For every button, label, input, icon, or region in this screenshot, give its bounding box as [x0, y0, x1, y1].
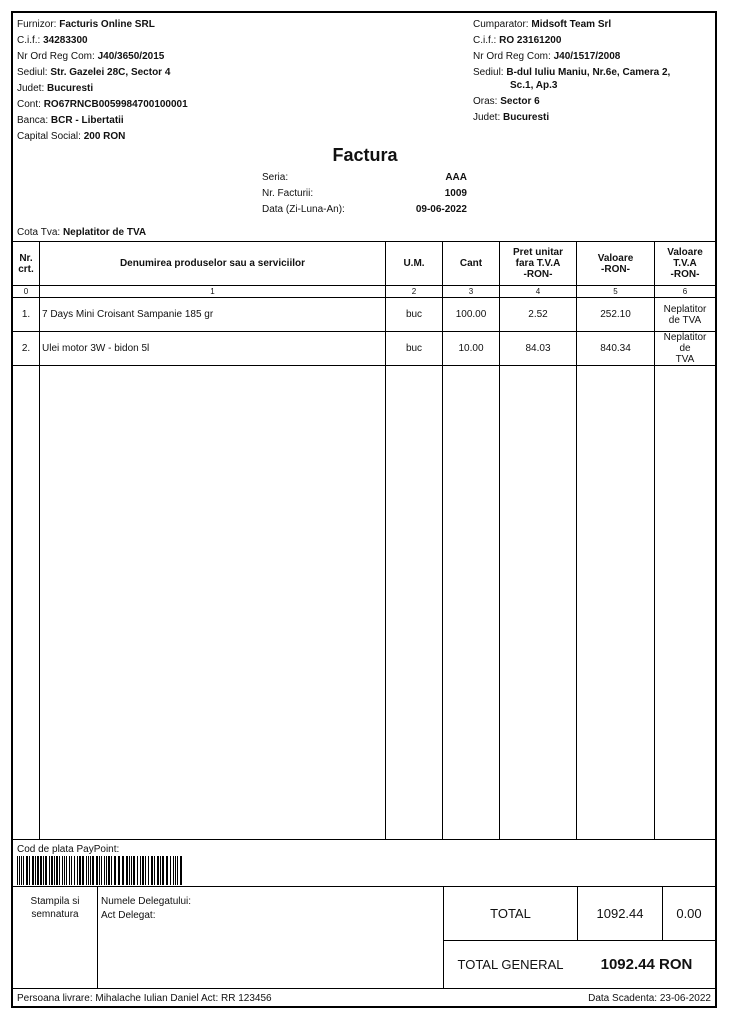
- barcode-bar: [137, 856, 138, 885]
- row2-bottom-line: [13, 365, 715, 366]
- row1-qty: 100.00: [455, 309, 487, 320]
- supplier-capital-label: Capital Social:: [17, 131, 81, 142]
- row2-vat-line1: Neplatitor de: [663, 332, 707, 354]
- row1-vat: [655, 298, 715, 331]
- total-label: TOTAL: [490, 906, 531, 921]
- barcode-bar: [170, 856, 171, 885]
- header-nr: [13, 242, 39, 285]
- supplier-bank-label: Banca:: [17, 115, 49, 126]
- row2-vat-line2: TVA: [675, 354, 695, 365]
- barcode-bar: [21, 856, 22, 885]
- vat-rate: [17, 226, 146, 239]
- row1-um: buc: [405, 309, 423, 320]
- row2-nr: 2.: [21, 343, 31, 354]
- barcode-bar: [154, 856, 155, 885]
- row2-um: buc: [405, 343, 423, 354]
- barcode-bar: [49, 856, 50, 885]
- barcode-bar: [173, 856, 174, 885]
- supplier-account-label: Cont:: [17, 99, 41, 110]
- invoice-date-label: Data (Zi-Luna-An):: [262, 204, 345, 215]
- row2-value: 840.34: [600, 343, 631, 354]
- barcode: [17, 856, 183, 885]
- buyer-reg-label: Nr Ord Reg Com:: [473, 51, 551, 62]
- col-index-1: 1: [210, 287, 215, 296]
- supplier-cif: 34283300: [43, 35, 88, 46]
- barcode-bar: [126, 856, 128, 885]
- col-index-2: 2: [411, 287, 417, 296]
- header-value-line2: -RON-: [601, 263, 630, 275]
- stamp-line1: Stampila si: [30, 896, 80, 907]
- vat-rate-value: Neplatitor de TVA: [62, 227, 147, 238]
- header-um: U.M.: [403, 258, 425, 269]
- buyer-block: [473, 18, 713, 124]
- stamp-line2: semnatura: [31, 909, 79, 920]
- buyer-city: Sector 6: [500, 96, 540, 107]
- row1-vat-line2: de TVA: [668, 314, 702, 326]
- barcode-bar: [71, 856, 72, 885]
- supplier-name-label: Furnizor:: [17, 19, 57, 30]
- header-vat-line2: T.V.A: [673, 258, 697, 269]
- barcode-bar: [180, 856, 182, 885]
- total-vat: 0.00: [676, 906, 702, 921]
- barcode-bar: [45, 856, 47, 885]
- barcode-bar: [19, 856, 20, 885]
- header-price-line1: Pret unitar: [512, 247, 563, 258]
- row1-description: 7 Days Mini Croisant Sampanie 185 gr: [42, 309, 214, 320]
- barcode-bar: [51, 856, 53, 885]
- due-date: Data Scadenta: 23-06-2022: [588, 993, 711, 1004]
- barcode-bar: [69, 856, 70, 885]
- barcode-bar: [26, 856, 28, 885]
- header-price-line3: -RON-: [523, 269, 553, 280]
- barcode-bar: [133, 856, 135, 885]
- supplier-block: [17, 18, 317, 143]
- supplier-seat: Str. Gazelei 28C, Sector 4: [50, 67, 171, 78]
- header-qty: Cant: [459, 258, 483, 269]
- barcode-bar: [37, 856, 39, 885]
- barcode-bar: [77, 856, 78, 885]
- row2-unit-price: 84.03: [525, 343, 551, 354]
- barcode-bar: [74, 856, 75, 885]
- buyer-name: Midsoft Team Srl: [531, 19, 612, 30]
- barcode-bar: [104, 856, 105, 885]
- series-value: AAA: [445, 172, 467, 183]
- barcode-bar: [148, 856, 149, 885]
- barcode-bar: [160, 856, 161, 885]
- barcode-bar: [88, 856, 89, 885]
- header-nr-line2: crt.: [18, 263, 34, 275]
- barcode-bar: [118, 856, 120, 885]
- grand-total-value: 1092.44 RON: [600, 956, 693, 973]
- barcode-bar: [129, 856, 130, 885]
- supplier-county: Bucuresti: [47, 83, 94, 94]
- invoice-page: [11, 11, 717, 1008]
- header-value: [577, 242, 654, 285]
- buyer-cif: RO 23161200: [499, 35, 562, 46]
- barcode-bar: [59, 856, 60, 885]
- barcode-bar: [175, 856, 176, 885]
- barcode-bar: [90, 856, 91, 885]
- barcode-bar: [131, 856, 132, 885]
- barcode-bar: [54, 856, 55, 885]
- header-description: Denumirea produselor sau a serviciilor: [119, 258, 306, 269]
- buyer-seat-label: Sediul:: [473, 67, 504, 78]
- row2-qty: 10.00: [458, 343, 484, 354]
- col-index-4: 4: [535, 287, 541, 296]
- barcode-bar: [40, 856, 42, 885]
- supplier-name: Facturis Online SRL: [59, 19, 155, 30]
- vat-rate-label: Cota Tva:: [17, 227, 61, 238]
- barcode-bar: [166, 856, 168, 885]
- invoice-title: Factura: [332, 145, 398, 165]
- table-bottom-line: [13, 839, 715, 840]
- barcode-bar: [62, 856, 63, 885]
- buyer-county: Bucuresti: [503, 112, 550, 123]
- barcode-bar: [114, 856, 116, 885]
- delegate-act-label: Act Delegat:: [101, 910, 156, 921]
- barcode-bar: [43, 856, 44, 885]
- barcode-bar: [157, 856, 159, 885]
- supplier-capital: 200 RON: [83, 131, 126, 142]
- barcode-bar: [145, 856, 146, 885]
- col-index-5: 5: [613, 287, 618, 296]
- header-vat-line3: -RON-: [670, 269, 700, 280]
- row1-vat-line1: Neplatitor: [663, 303, 707, 315]
- barcode-bar: [101, 856, 102, 885]
- header-vat-value: [655, 242, 715, 285]
- series-label: Seria:: [262, 172, 289, 183]
- header-unit-price: [500, 242, 576, 285]
- col-index-0: 0: [23, 287, 29, 296]
- supplier-bank: BCR - Libertatii: [50, 115, 124, 126]
- header-nr-line1: Nr.: [19, 252, 33, 264]
- barcode-bar: [79, 856, 81, 885]
- footer-bottom-line: [13, 988, 715, 989]
- barcode-bar: [35, 856, 36, 885]
- barcode-bar: [96, 856, 98, 885]
- supplier-seat-label: Sediul:: [17, 67, 48, 78]
- barcode-bar: [108, 856, 110, 885]
- barcode-bar: [32, 856, 34, 885]
- footer-divider: [97, 886, 98, 988]
- buyer-seat-line2: Sc.1, Ap.3: [510, 80, 558, 91]
- delivery-person: Persoana livrare: Mihalache Iulian Daniel Act: RR 123456: [17, 993, 272, 1004]
- barcode-bar: [66, 856, 67, 885]
- buyer-county-label: Judet:: [473, 112, 501, 123]
- invoice-date: 09-06-2022: [415, 204, 467, 215]
- row2-description: Ulei motor 3W - bidon 5l: [42, 343, 150, 354]
- barcode-bar: [151, 856, 153, 885]
- grand-total-label: TOTAL GENERAL: [457, 957, 564, 972]
- barcode-bar: [142, 856, 144, 885]
- barcode-bar: [162, 856, 164, 885]
- barcode-bar: [29, 856, 30, 885]
- supplier-cif-label: C.i.f.:: [17, 35, 41, 46]
- barcode-bar: [82, 856, 84, 885]
- invoice-number: 1009: [444, 188, 467, 199]
- buyer-city-label: Oras:: [473, 96, 498, 107]
- col-index-6: 6: [682, 287, 688, 296]
- supplier-county-label: Judet:: [17, 83, 45, 94]
- row2-vat: [655, 332, 715, 365]
- col-index-3: 3: [468, 287, 474, 296]
- delegate-name-label: Numele Delegatului:: [101, 896, 192, 907]
- total-value: 1092.44: [596, 906, 644, 921]
- barcode-bar: [64, 856, 65, 885]
- barcode-bar: [177, 856, 178, 885]
- paypoint-label: Cod de plata PayPoint:: [17, 844, 120, 855]
- barcode-bar: [56, 856, 58, 885]
- barcode-bar: [106, 856, 107, 885]
- header-price-line2: fara T.V.A: [515, 258, 561, 269]
- barcode-bar: [122, 856, 124, 885]
- header-value-line1: Valoare: [597, 252, 634, 264]
- buyer-name-label: Cumparator:: [473, 19, 529, 30]
- barcode-bar: [17, 856, 18, 885]
- barcode-bar: [23, 856, 24, 885]
- barcode-bar: [99, 856, 100, 885]
- row1-nr: 1.: [21, 309, 31, 320]
- supplier-reg-label: Nr Ord Reg Com:: [17, 51, 95, 62]
- row1-unit-price: 2.52: [528, 309, 548, 320]
- buyer-reg: J40/1517/2008: [553, 51, 621, 62]
- invoice-number-label: Nr. Facturii:: [262, 188, 314, 199]
- buyer-seat-line1: B-dul Iuliu Maniu, Nr.6e, Camera 2,: [506, 67, 671, 78]
- stamp-signature: [13, 895, 97, 921]
- buyer-cif-label: C.i.f.:: [473, 35, 497, 46]
- header-vat-line1: Valoare: [667, 247, 703, 258]
- barcode-bar: [86, 856, 87, 885]
- barcode-bar: [140, 856, 141, 885]
- supplier-reg: J40/3650/2015: [97, 51, 165, 62]
- row1-value: 252.10: [600, 309, 631, 320]
- barcode-bar: [92, 856, 94, 885]
- supplier-account: RO67RNCB0059984700100001: [43, 99, 188, 110]
- barcode-bar: [111, 856, 112, 885]
